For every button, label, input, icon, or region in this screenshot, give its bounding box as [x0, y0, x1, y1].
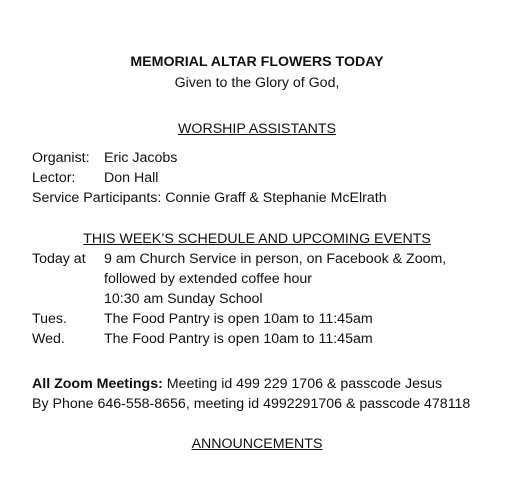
schedule-text: 9 am Church Service in person, on Facebook & Zoom,: [104, 251, 447, 267]
schedule-text: The Food Pantry is open 10am to 11:45am: [104, 331, 373, 347]
schedule-day: Tues.: [32, 311, 67, 327]
schedule-row: [32, 309, 373, 329]
zoom-phone: By Phone 646-558-8656, meeting id 4992291706 & passcode 478118: [32, 396, 471, 412]
zoom-label: All Zoom Meetings:: [32, 376, 163, 392]
lector-row: [32, 168, 158, 188]
zoom-text: Meeting id 499 229 1706 & passcode Jesus: [162, 376, 443, 392]
zoom-meetings: [32, 374, 442, 394]
flowers-title: MEMORIAL ALTAR FLOWERS TODAY: [130, 54, 384, 70]
organist-label: Organist:: [32, 150, 90, 166]
schedule-text: followed by extended coffee hour: [104, 271, 312, 287]
organist-row: [32, 148, 177, 168]
schedule-heading-wrap: [0, 229, 514, 249]
schedule-row: [32, 249, 446, 269]
schedule-text: 10:30 am Sunday School: [104, 291, 263, 307]
announcements-heading-wrap: [0, 434, 514, 454]
schedule-day: Today at: [32, 251, 86, 267]
schedule-day: Wed.: [32, 331, 65, 347]
lector-name: Don Hall: [104, 170, 159, 186]
schedule-row: [32, 289, 263, 309]
schedule-row: [32, 269, 312, 289]
worship-assistants-heading: WORSHIP ASSISTANTS: [178, 121, 336, 137]
schedule-heading: THIS WEEK’S SCHEDULE AND UPCOMING EVENTS: [83, 231, 431, 247]
schedule-text: The Food Pantry is open 10am to 11:45am: [104, 311, 373, 327]
worship-assistants-heading-wrap: [0, 119, 514, 139]
schedule-row: [32, 329, 373, 349]
announcements-heading: ANNOUNCEMENTS: [191, 436, 323, 452]
organist-name: Eric Jacobs: [104, 150, 178, 166]
service-participants: Service Participants: Connie Graff & Stephanie McElrath: [32, 190, 387, 206]
flowers-subtitle: Given to the Glory of God,: [174, 75, 340, 91]
lector-label: Lector:: [32, 170, 76, 186]
